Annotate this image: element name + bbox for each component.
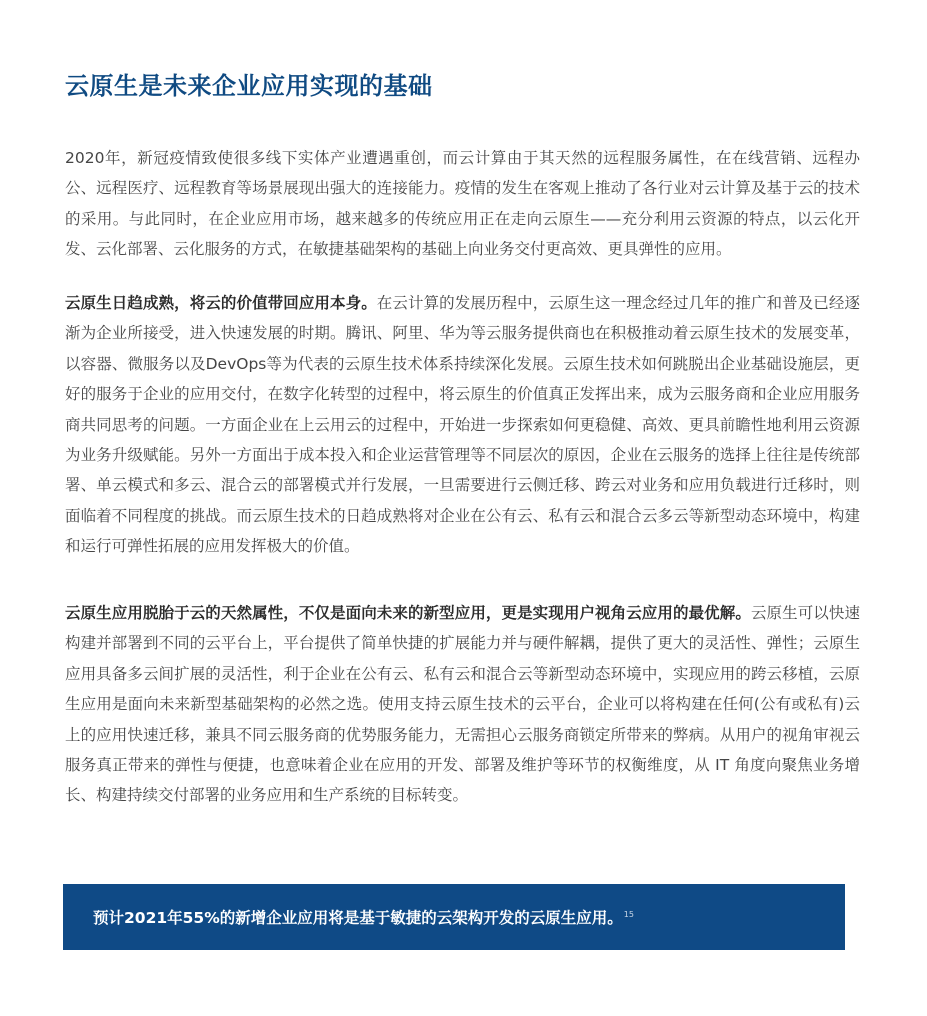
callout-box	[63, 884, 845, 950]
section-title: 云原生是未来企业应用实现的基础	[65, 72, 433, 100]
paragraph-lead: 云原生日趋成熟，将云的价值带回应用本身。	[65, 294, 377, 312]
paragraph-intro	[65, 143, 860, 265]
callout-text: 预计2021年55%的新增企业应用将是基于敏捷的云架构开发的云原生应用。	[93, 909, 623, 927]
callout-statement	[93, 906, 634, 928]
paragraph-text: 在云计算的发展历程中，云原生这一理念经过几年的推广和普及已经逐渐为企业所接受，进入快速发展的时期。腾讯、阿里、华为等云服务提供商也在积极推动着云原生技术的发展变革，以容器、微服务以及DevOps等为代表的云原生技术体系持续深化发展。云原生技术如何跳脱出企业基础设施层，更好的服务于企业的应用交付，在数字化转型的过程中，将云原生的价值真正发挥出来，成为云服务商和企业应用服务商共同思考的问题。一方面企业在上云用云的过程中，开始进一步探索如何更稳健、高效、更具前瞻性地利用云资源为业务升级赋能。另外一方面出于成本投入和企业运营管理等不同层次的原因，企业在云服务的选择上往往是传统部署、单云模式和多云、混合云的部署模式并行发展，一旦需要进行云侧迁移、跨云对业务和应用负载进行迁移时，则面临着不同程度的挑战。而云原生技术的日趋成熟将对企业在公有云、私有云和混合云多云等新型动态环境中，构建和运行可弹性拓展的应用发挥极大的价值。	[65, 294, 860, 556]
footnote-marker: 15	[623, 909, 634, 919]
paragraph-text: 云原生可以快速构建并部署到不同的云平台上，平台提供了简单快捷的扩展能力并与硬件解耦，提供了更大的灵活性、弹性；云原生应用具备多云间扩展的灵活性，利于企业在公有云、私有云和混合云等新型动态环境中，实现应用的跨云移植，云原生应用是面向未来新型基础架构的必然之选。使用支持云原生技术的云平台，企业可以将构建在任何(公有或私有)云上的应用快速迁移，兼具不同云服务商的优势服务能力，无需担心云服务商锁定所带来的弊病。从用户的视角审视云服务真正带来的弹性与便捷，也意味着企业在应用的开发、部署及维护等环节的权衡维度，从 IT 角度向聚焦业务增长、构建持续交付部署的业务应用和生产系统的目标转变。	[65, 604, 860, 805]
paragraph-maturity	[65, 288, 860, 562]
paragraph-lead: 云原生应用脱胎于云的天然属性，不仅是面向未来的新型应用，更是实现用户视角云应用的最优解。	[65, 604, 751, 622]
paragraph-native-apps	[65, 598, 860, 811]
paragraph-text: 2020年，新冠疫情致使很多线下实体产业遭遇重创，而云计算由于其天然的远程服务属性，在在线营销、远程办公、远程医疗、远程教育等场景展现出强大的连接能力。疫情的发生在客观上推动了各行业对云计算及基于云的技术的采用。与此同时，在企业应用市场，越来越多的传统应用正在走向云原生——充分利用云资源的特点，以云化开发、云化部署、云化服务的方式，在敏捷基础架构的基础上向业务交付更高效、更具弹性的应用。	[65, 149, 860, 259]
